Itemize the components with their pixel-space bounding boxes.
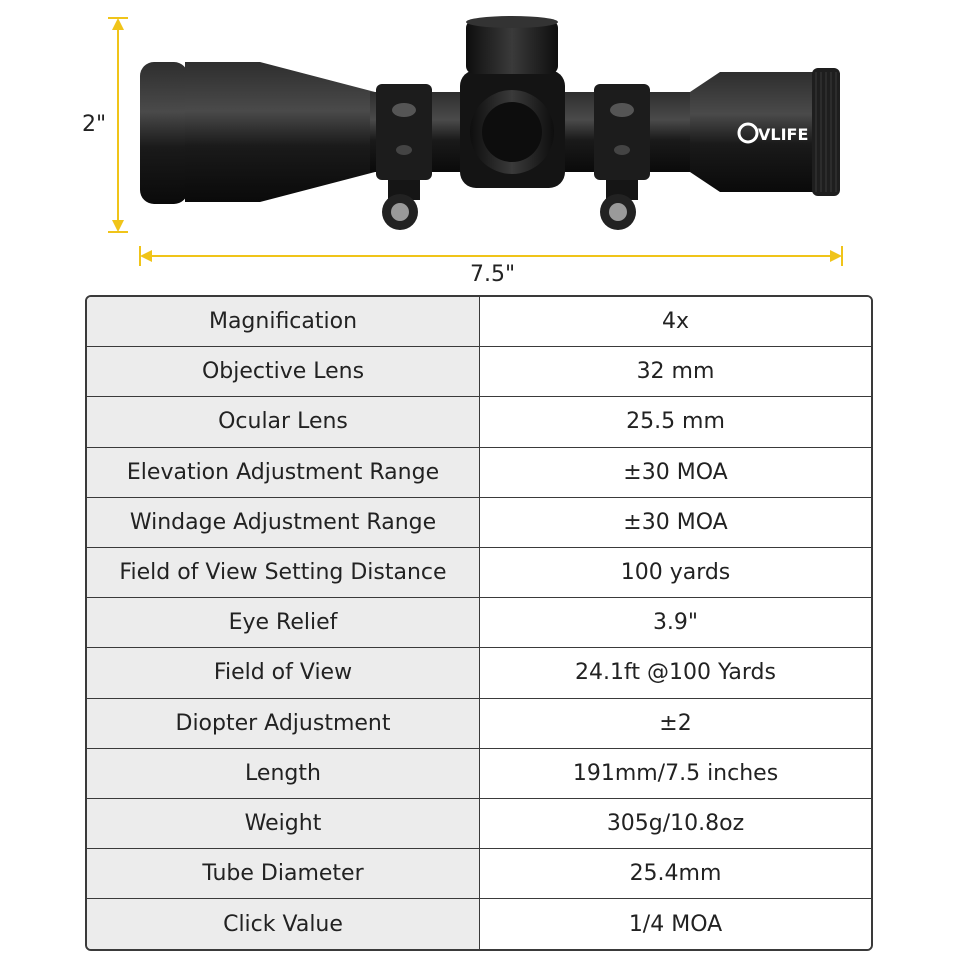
spec-label: Ocular Lens xyxy=(87,397,480,446)
spec-label: Windage Adjustment Range xyxy=(87,498,480,547)
table-row xyxy=(87,749,871,799)
spec-value: 3.9" xyxy=(480,598,871,647)
spec-label: Tube Diameter xyxy=(87,849,480,898)
height-label: 2" xyxy=(82,112,107,137)
table-row xyxy=(87,347,871,397)
front-scope-ring xyxy=(376,84,432,230)
spec-value: 24.1ft @100 Yards xyxy=(480,648,871,697)
table-row xyxy=(87,899,871,949)
rifle-scope-image xyxy=(0,0,960,280)
spec-label: Eye Relief xyxy=(87,598,480,647)
objective-bell xyxy=(140,62,375,204)
spec-value: ±30 MOA xyxy=(480,498,871,547)
rear-scope-ring xyxy=(594,84,650,230)
spec-label: Magnification xyxy=(87,297,480,346)
table-row xyxy=(87,699,871,749)
table-row xyxy=(87,648,871,698)
table-row xyxy=(87,548,871,598)
height-dimension-line xyxy=(108,18,128,232)
table-row xyxy=(87,799,871,849)
table-row xyxy=(87,397,871,447)
spec-label: Diopter Adjustment xyxy=(87,699,480,748)
table-row xyxy=(87,849,871,899)
table-row xyxy=(87,297,871,347)
elevation-turret xyxy=(466,16,558,74)
spec-label: Field of View Setting Distance xyxy=(87,548,480,597)
table-row xyxy=(87,498,871,548)
spec-label: Length xyxy=(87,749,480,798)
table-row xyxy=(87,598,871,648)
spec-value: 100 yards xyxy=(480,548,871,597)
table-row xyxy=(87,448,871,498)
spec-label: Weight xyxy=(87,799,480,848)
specifications-table xyxy=(85,295,873,951)
spec-value: 4x xyxy=(480,297,871,346)
spec-value: 25.4mm xyxy=(480,849,871,898)
spec-label: Click Value xyxy=(87,899,480,949)
spec-value: 32 mm xyxy=(480,347,871,396)
spec-label: Objective Lens xyxy=(87,347,480,396)
spec-value: 305g/10.8oz xyxy=(480,799,871,848)
spec-label: Elevation Adjustment Range xyxy=(87,448,480,497)
length-label: 7.5" xyxy=(470,262,516,287)
spec-value: 25.5 mm xyxy=(480,397,871,446)
spec-value: ±2 xyxy=(480,699,871,748)
spec-value: ±30 MOA xyxy=(480,448,871,497)
spec-value: 191mm/7.5 inches xyxy=(480,749,871,798)
turret-housing xyxy=(460,70,565,188)
svg-text:VLIFE: VLIFE xyxy=(758,125,809,144)
spec-value: 1/4 MOA xyxy=(480,899,871,949)
spec-label: Field of View xyxy=(87,648,480,697)
